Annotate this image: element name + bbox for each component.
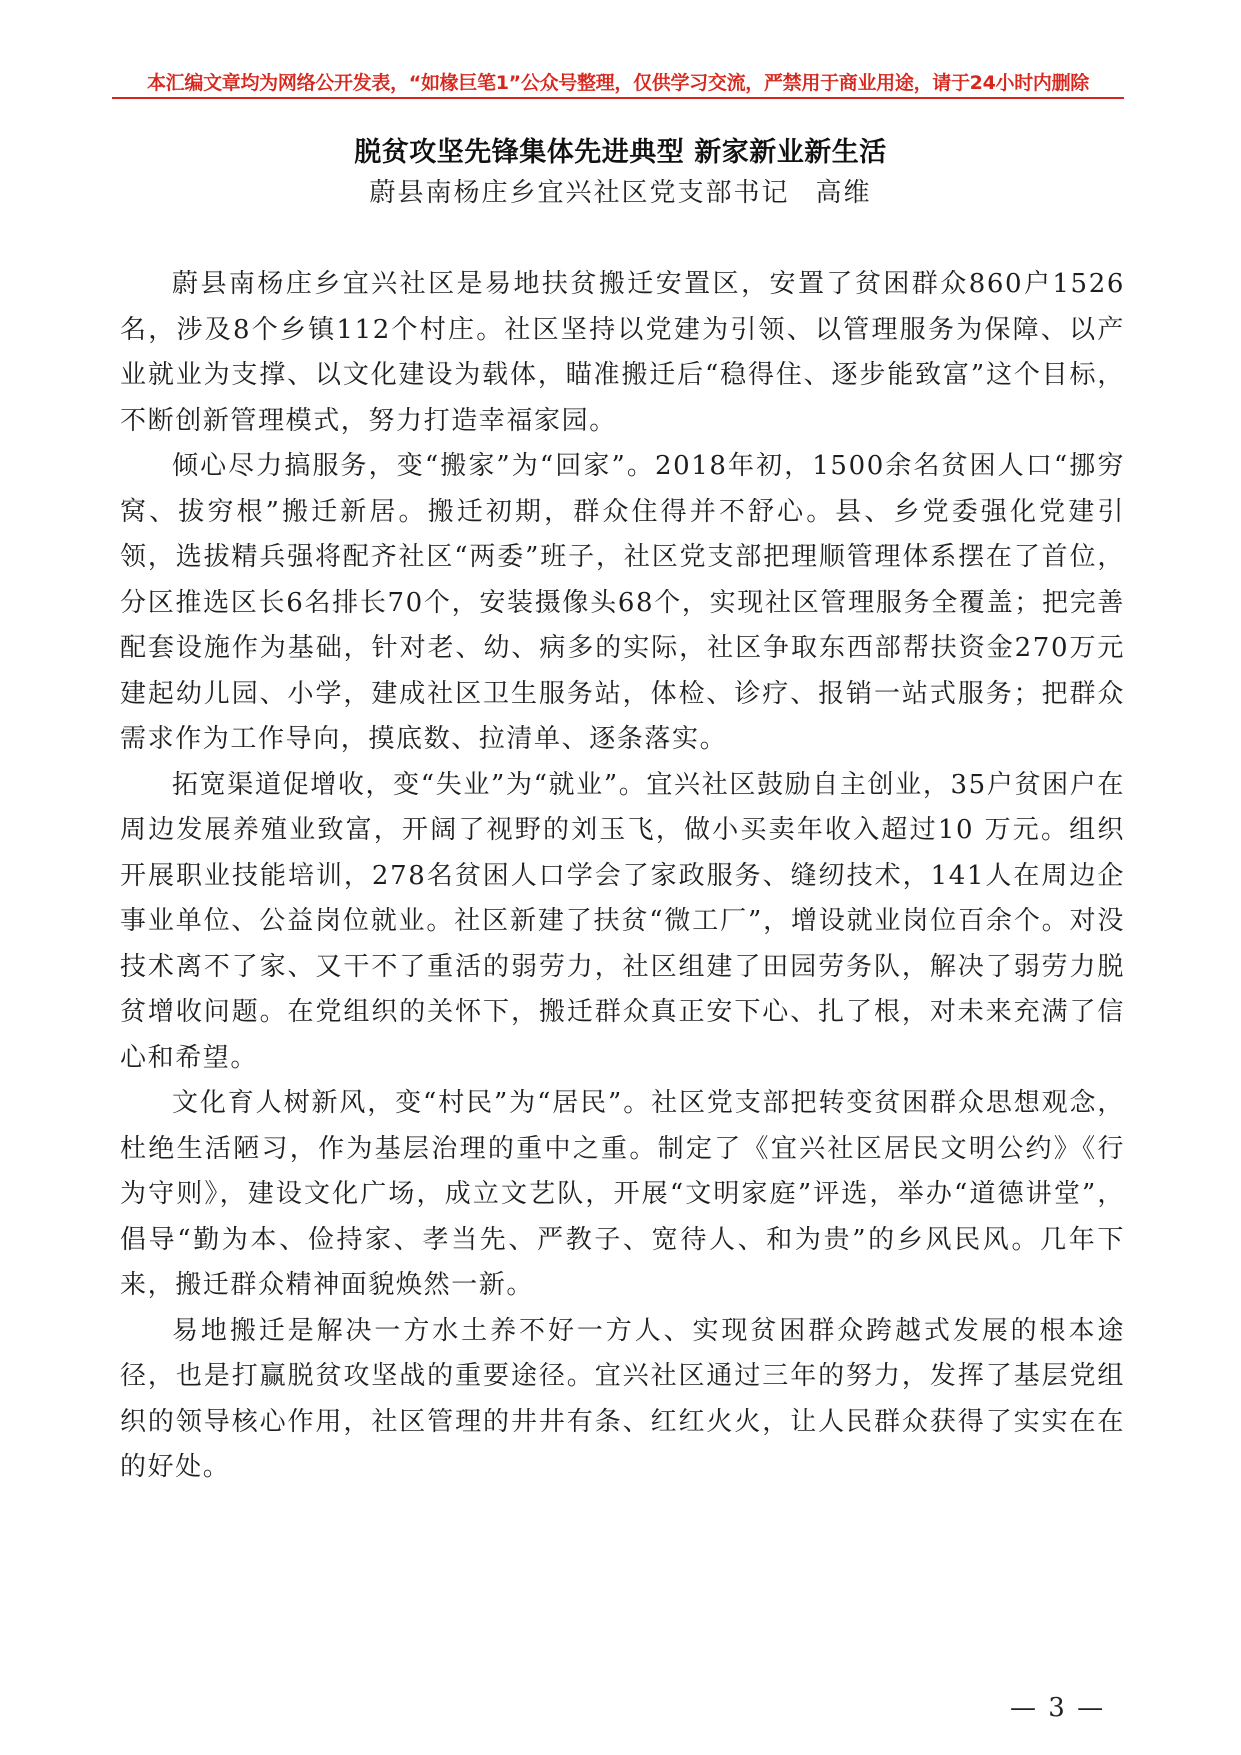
article-title: 脱贫攻坚先锋集体先进典型 新家新业新生活 [354,137,887,168]
article-byline [0,172,1241,209]
paragraph: 文化育人树新风，变“村民”为“居民”。社区党支部把转变贫困群众思想观念，杜绝生活陋习，作为基层治理的重中之重。制定了《宜兴社区居民文明公约》《行为守则》，建设文化广场，成立文艺队，开展“文明家庭”评选，举办“道德讲堂”，倡导“勤为本、俭持家、孝当先、严教子、宽待人、和为贵”的乡风民风。几年下来，搬迁群众精神面貌焕然一新。 [120,1088,1125,1300]
article-body [120,262,1125,1491]
disclaimer-divider [112,97,1124,99]
byline-author: 高维 [815,178,872,208]
paragraph: 蔚县南杨庄乡宜兴社区是易地扶贫搬迁安置区，安置了贫困群众860户1526名，涉及8个乡镇112个村庄。社区坚持以党建为引领、以管理服务为保障、以产业就业为支撑、以文化建设为载体，瞄准搬迁后“稳得住、逐步能致富”这个目标，不断创新管理模式，努力打造幸福家园。 [120,269,1125,436]
paragraph: 倾心尽力搞服务，变“搬家”为“回家”。2018年初，1500余名贫困人口“挪穷窝、拔穷根”搬迁新居。搬迁初期，群众住得并不舒心。县、乡党委强化党建引领，选拔精兵强将配齐社区“两委”班子，社区党支部把理顺管理体系摆在了首位，分区推选区长6名排长70个，安装摄像头68个，实现社区管理服务全覆盖；把完善配套设施作为基础，针对老、幼、病多的实际，社区争取东西部帮扶资金270万元建起幼儿园、小学，建成社区卫生服务站，体检、诊疗、报销一站式服务；把群众需求作为工作导向，摸底数、拉清单、逐条落实。 [120,451,1125,754]
page-number: — 3 — [1010,1693,1106,1723]
byline-organization: 蔚县南杨庄乡宜兴社区党支部书记 [369,178,790,208]
paragraph: 易地搬迁是解决一方水土养不好一方人、实现贫困群众跨越式发展的根本途径，也是打赢脱贫攻坚战的重要途径。宜兴社区通过三年的努力，发挥了基层党组织的领导核心作用，社区管理的井井有条、红红火火，让人民群众获得了实实在在的好处。 [120,1315,1125,1482]
paragraph: 拓宽渠道促增收，变“失业”为“就业”。宜兴社区鼓励自主创业，35户贫困户在周边发展养殖业致富，开阔了视野的刘玉飞，做小买卖年收入超过10 万元。组织开展职业技能培训，278名贫困人口学会了家政服务、缝纫技术，141人在周边企事业单位、公益岗位就业。社区新建了扶贫“微工厂”，增设就业岗位百余个。对没技术离不了家、又干不了重活的弱劳力，社区组建了田园劳务队，解决了弱劳力脱贫增收问题。在党组织的关怀下，搬迁群众真正安下心、扎了根，对未来充满了信心和希望。 [120,769,1125,1073]
disclaimer-banner: 本汇编文章均为网络公开发表，“如椽巨笔1”公众号整理，仅供学习交流，严禁用于商业用途，请于24小时内删除 [146,72,1090,94]
